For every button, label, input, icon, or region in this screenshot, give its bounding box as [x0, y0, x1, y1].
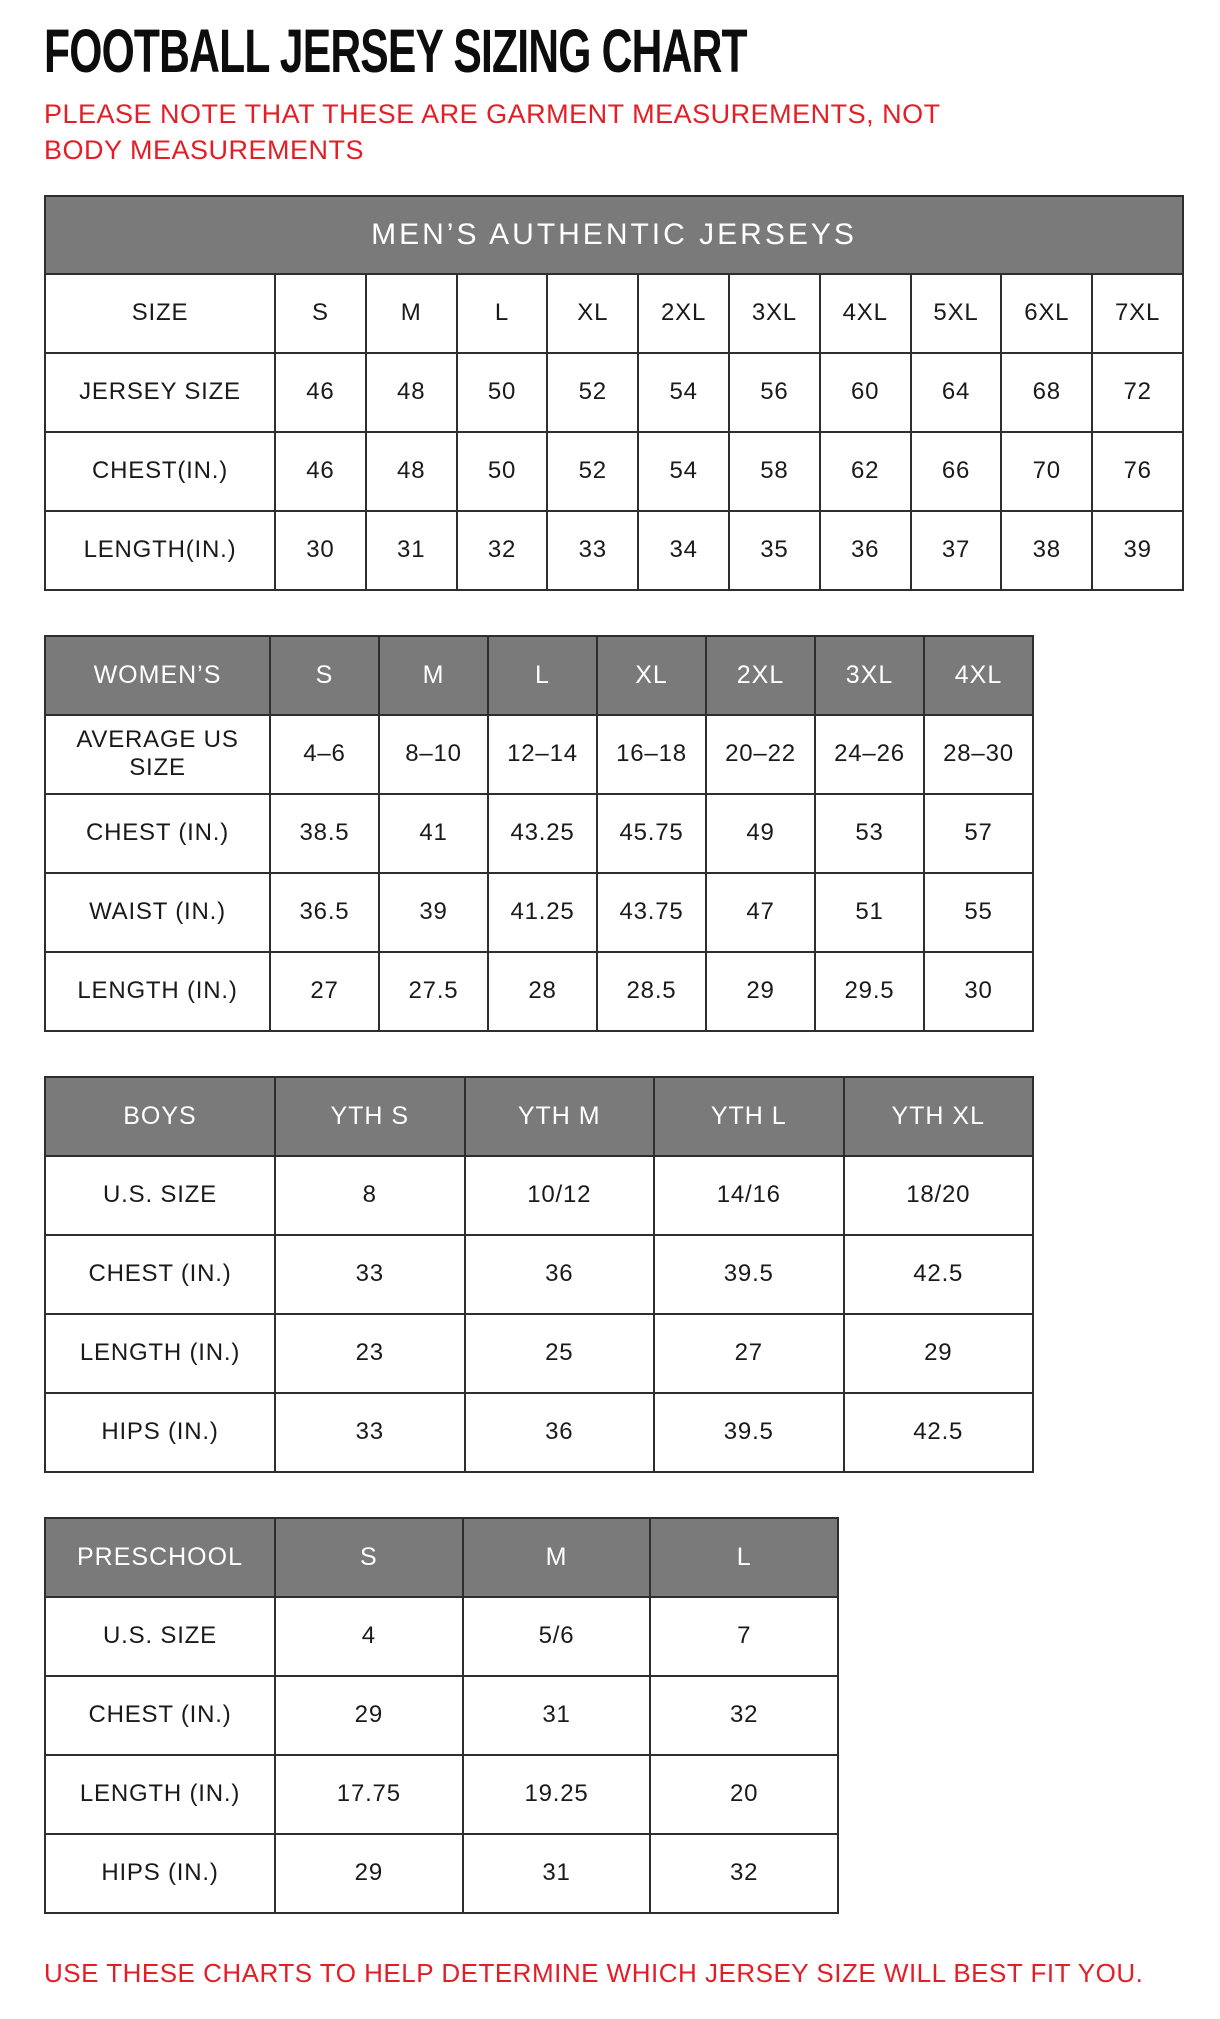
table-title-row	[45, 196, 1183, 274]
column-header: S	[270, 636, 379, 715]
cell: 32	[650, 1676, 838, 1755]
cell: 20	[650, 1755, 838, 1834]
cell: 46	[275, 353, 366, 432]
cell: 28.5	[597, 952, 706, 1031]
cell: 68	[1001, 353, 1092, 432]
table-header-row	[45, 1518, 838, 1597]
cell: 36	[465, 1235, 655, 1314]
row-label: SIZE	[45, 274, 275, 353]
column-header: M	[463, 1518, 651, 1597]
row-label: AVERAGE US SIZE	[45, 715, 270, 794]
table-corner-header: WOMEN’S	[45, 636, 270, 715]
cell: 55	[924, 873, 1033, 952]
cell: 12–14	[488, 715, 597, 794]
table-row	[45, 952, 1033, 1031]
table-row	[45, 873, 1033, 952]
table-corner-header: BOYS	[45, 1077, 275, 1156]
cell: 32	[457, 511, 548, 590]
table-row	[45, 274, 1183, 353]
cell: 37	[911, 511, 1002, 590]
row-label: HIPS (IN.)	[45, 1393, 275, 1472]
cell: 39.5	[654, 1393, 844, 1472]
cell: 33	[275, 1235, 465, 1314]
table-row	[45, 794, 1033, 873]
row-label: WAIST (IN.)	[45, 873, 270, 952]
table-corner-header: PRESCHOOL	[45, 1518, 275, 1597]
cell: 57	[924, 794, 1033, 873]
cell: 41.25	[488, 873, 597, 952]
cell: 32	[650, 1834, 838, 1913]
cell: 42.5	[844, 1235, 1034, 1314]
cell: 39	[379, 873, 488, 952]
cell: 14/16	[654, 1156, 844, 1235]
preschool-sizing-table	[44, 1517, 839, 1914]
table-row	[45, 511, 1183, 590]
cell: 53	[815, 794, 924, 873]
column-header: M	[379, 636, 488, 715]
cell: 27	[270, 952, 379, 1031]
cell: 35	[729, 511, 820, 590]
column-header: L	[650, 1518, 838, 1597]
row-label: HIPS (IN.)	[45, 1834, 275, 1913]
cell: 54	[638, 432, 729, 511]
column-header: S	[275, 1518, 463, 1597]
cell: 18/20	[844, 1156, 1034, 1235]
row-label: LENGTH(IN.)	[45, 511, 275, 590]
table-header-row	[45, 1077, 1033, 1156]
cell: 34	[638, 511, 729, 590]
boys-sizing-table	[44, 1076, 1034, 1473]
cell: 38	[1001, 511, 1092, 590]
cell: 38.5	[270, 794, 379, 873]
cell: 29	[275, 1834, 463, 1913]
cell: 30	[275, 511, 366, 590]
cell: 4	[275, 1597, 463, 1676]
cell: S	[275, 274, 366, 353]
womens-sizing-table	[44, 635, 1034, 1032]
column-header: L	[488, 636, 597, 715]
cell: L	[457, 274, 548, 353]
cell: 46	[275, 432, 366, 511]
table-row	[45, 1755, 838, 1834]
cell: 33	[547, 511, 638, 590]
cell: 29.5	[815, 952, 924, 1031]
row-label: LENGTH (IN.)	[45, 1314, 275, 1393]
cell: 56	[729, 353, 820, 432]
table-row	[45, 1393, 1033, 1472]
cell: 28	[488, 952, 597, 1031]
cell: 25	[465, 1314, 655, 1393]
row-label: CHEST(IN.)	[45, 432, 275, 511]
column-header: 2XL	[706, 636, 815, 715]
row-label: CHEST (IN.)	[45, 794, 270, 873]
cell: 41	[379, 794, 488, 873]
cell: 51	[815, 873, 924, 952]
cell: 42.5	[844, 1393, 1034, 1472]
cell: 31	[463, 1834, 651, 1913]
cell: 47	[706, 873, 815, 952]
cell: 24–26	[815, 715, 924, 794]
cell: 7XL	[1092, 274, 1183, 353]
cell: 16–18	[597, 715, 706, 794]
cell: 58	[729, 432, 820, 511]
cell: 48	[366, 353, 457, 432]
cell: 31	[366, 511, 457, 590]
column-header: YTH S	[275, 1077, 465, 1156]
table-row	[45, 715, 1033, 794]
column-header: 4XL	[924, 636, 1033, 715]
cell: 52	[547, 432, 638, 511]
table-row	[45, 1597, 838, 1676]
footer-note: USE THESE CHARTS TO HELP DETERMINE WHICH JERSEY SIZE WILL BEST FIT YOU.	[44, 1957, 1144, 1988]
cell: 62	[820, 432, 911, 511]
column-header: XL	[597, 636, 706, 715]
cell: 31	[463, 1676, 651, 1755]
cell: 19.25	[463, 1755, 651, 1834]
row-label: LENGTH (IN.)	[45, 1755, 275, 1834]
cell: 5/6	[463, 1597, 651, 1676]
cell: 6XL	[1001, 274, 1092, 353]
cell: 70	[1001, 432, 1092, 511]
cell: 20–22	[706, 715, 815, 794]
cell: 64	[911, 353, 1002, 432]
cell: 8–10	[379, 715, 488, 794]
cell: 43.25	[488, 794, 597, 873]
cell: 50	[457, 432, 548, 511]
cell: 36.5	[270, 873, 379, 952]
cell: 5XL	[911, 274, 1002, 353]
cell: 3XL	[729, 274, 820, 353]
cell: 29	[706, 952, 815, 1031]
cell: XL	[547, 274, 638, 353]
column-header: YTH M	[465, 1077, 655, 1156]
cell: 30	[924, 952, 1033, 1031]
row-label: U.S. SIZE	[45, 1156, 275, 1235]
cell: 27.5	[379, 952, 488, 1031]
cell: 7	[650, 1597, 838, 1676]
column-header: YTH XL	[844, 1077, 1034, 1156]
cell: 10/12	[465, 1156, 655, 1235]
cell: 45.75	[597, 794, 706, 873]
table-row	[45, 1834, 838, 1913]
row-label: JERSEY SIZE	[45, 353, 275, 432]
cell: 49	[706, 794, 815, 873]
cell: 17.75	[275, 1755, 463, 1834]
cell: 39	[1092, 511, 1183, 590]
table-header-row	[45, 636, 1033, 715]
cell: 54	[638, 353, 729, 432]
column-header: 3XL	[815, 636, 924, 715]
row-label: CHEST (IN.)	[45, 1235, 275, 1314]
cell: 2XL	[638, 274, 729, 353]
cell: 27	[654, 1314, 844, 1393]
cell: 48	[366, 432, 457, 511]
cell: 29	[844, 1314, 1034, 1393]
table-row	[45, 1314, 1033, 1393]
cell: 72	[1092, 353, 1183, 432]
cell: 33	[275, 1393, 465, 1472]
table-row	[45, 353, 1183, 432]
cell: 4–6	[270, 715, 379, 794]
cell: 52	[547, 353, 638, 432]
cell: 60	[820, 353, 911, 432]
row-label: LENGTH (IN.)	[45, 952, 270, 1031]
table-row	[45, 1235, 1033, 1314]
cell: 39.5	[654, 1235, 844, 1314]
table-row	[45, 1676, 838, 1755]
cell: 76	[1092, 432, 1183, 511]
cell: 43.75	[597, 873, 706, 952]
cell: 29	[275, 1676, 463, 1755]
row-label: U.S. SIZE	[45, 1597, 275, 1676]
mens-authentic-jerseys-table	[44, 195, 1184, 591]
cell: 50	[457, 353, 548, 432]
page-title: FOOTBALL JERSEY SIZING CHART	[44, 17, 747, 87]
cell: M	[366, 274, 457, 353]
cell: 4XL	[820, 274, 911, 353]
garment-measurement-note: PLEASE NOTE THAT THESE ARE GARMENT MEASUREMENTS, NOT BODY MEASUREMENTS	[44, 99, 941, 166]
table-row	[45, 432, 1183, 511]
cell: 8	[275, 1156, 465, 1235]
cell: 36	[820, 511, 911, 590]
cell: 23	[275, 1314, 465, 1393]
table-title: MEN’S AUTHENTIC JERSEYS	[45, 196, 1183, 274]
row-label: CHEST (IN.)	[45, 1676, 275, 1755]
table-row	[45, 1156, 1033, 1235]
cell: 66	[911, 432, 1002, 511]
column-header: YTH L	[654, 1077, 844, 1156]
cell: 28–30	[924, 715, 1033, 794]
cell: 36	[465, 1393, 655, 1472]
